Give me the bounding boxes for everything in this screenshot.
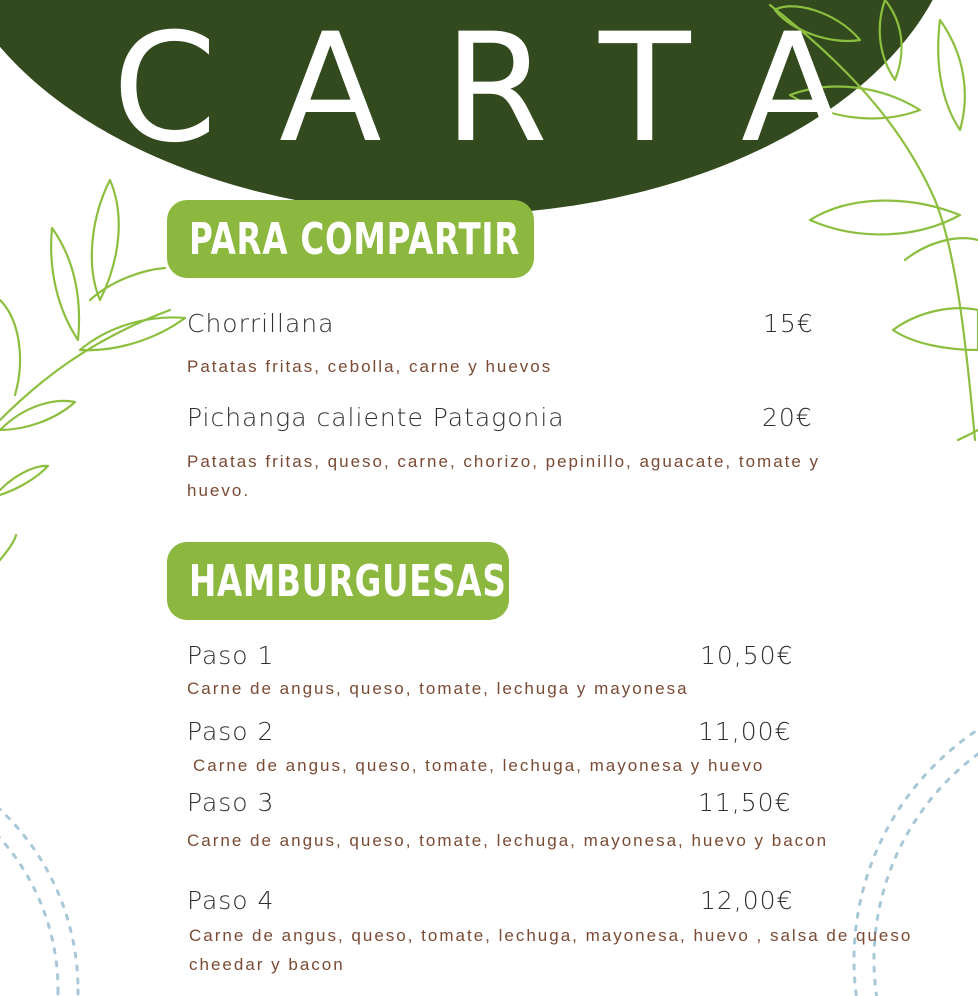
menu-item-name: Paso 3 <box>187 788 275 817</box>
menu-title: CARTA <box>112 2 906 176</box>
menu-item-name: Paso 1 <box>187 641 275 670</box>
menu-item-description: Patatas fritas, queso, carne, chorizo, pepinillo, aguacate, tomate y huevo. <box>187 452 821 500</box>
menu-item-name: Paso 2 <box>187 717 275 746</box>
menu-item-description: Patatas fritas, cebolla, carne y huevos <box>187 357 553 376</box>
menu-item-price: 15€ <box>763 309 814 338</box>
menu-item-description: Carne de angus, queso, tomate, lechuga, mayonesa, huevo y bacon <box>187 831 829 850</box>
menu-item-description: Carne de angus, queso, tomate, lechuga, mayonesa, huevo , salsa de queso cheedar y bacon <box>189 926 913 974</box>
menu-item-description: Carne de angus, queso, tomate, lechuga y mayonesa <box>187 679 689 698</box>
menu-item-name: Chorrillana <box>187 309 335 338</box>
menu-item-price: 11,00€ <box>698 717 792 746</box>
menu-item-name: Pichanga caliente Patagonia <box>187 403 565 432</box>
section-title-hamburguesas: HAMBURGUESAS <box>167 542 509 620</box>
menu-item-price: 20€ <box>762 403 813 432</box>
menu-item-price: 10,50€ <box>700 641 794 670</box>
menu-item-price: 12,00€ <box>700 886 794 915</box>
section-title-para-compartir: PARA COMPARTIR <box>167 200 534 278</box>
menu-item-price: 11,50€ <box>698 788 792 817</box>
menu-item-name: Paso 4 <box>187 886 275 915</box>
menu-item-description: Carne de angus, queso, tomate, lechuga, mayonesa y huevo <box>193 756 765 775</box>
